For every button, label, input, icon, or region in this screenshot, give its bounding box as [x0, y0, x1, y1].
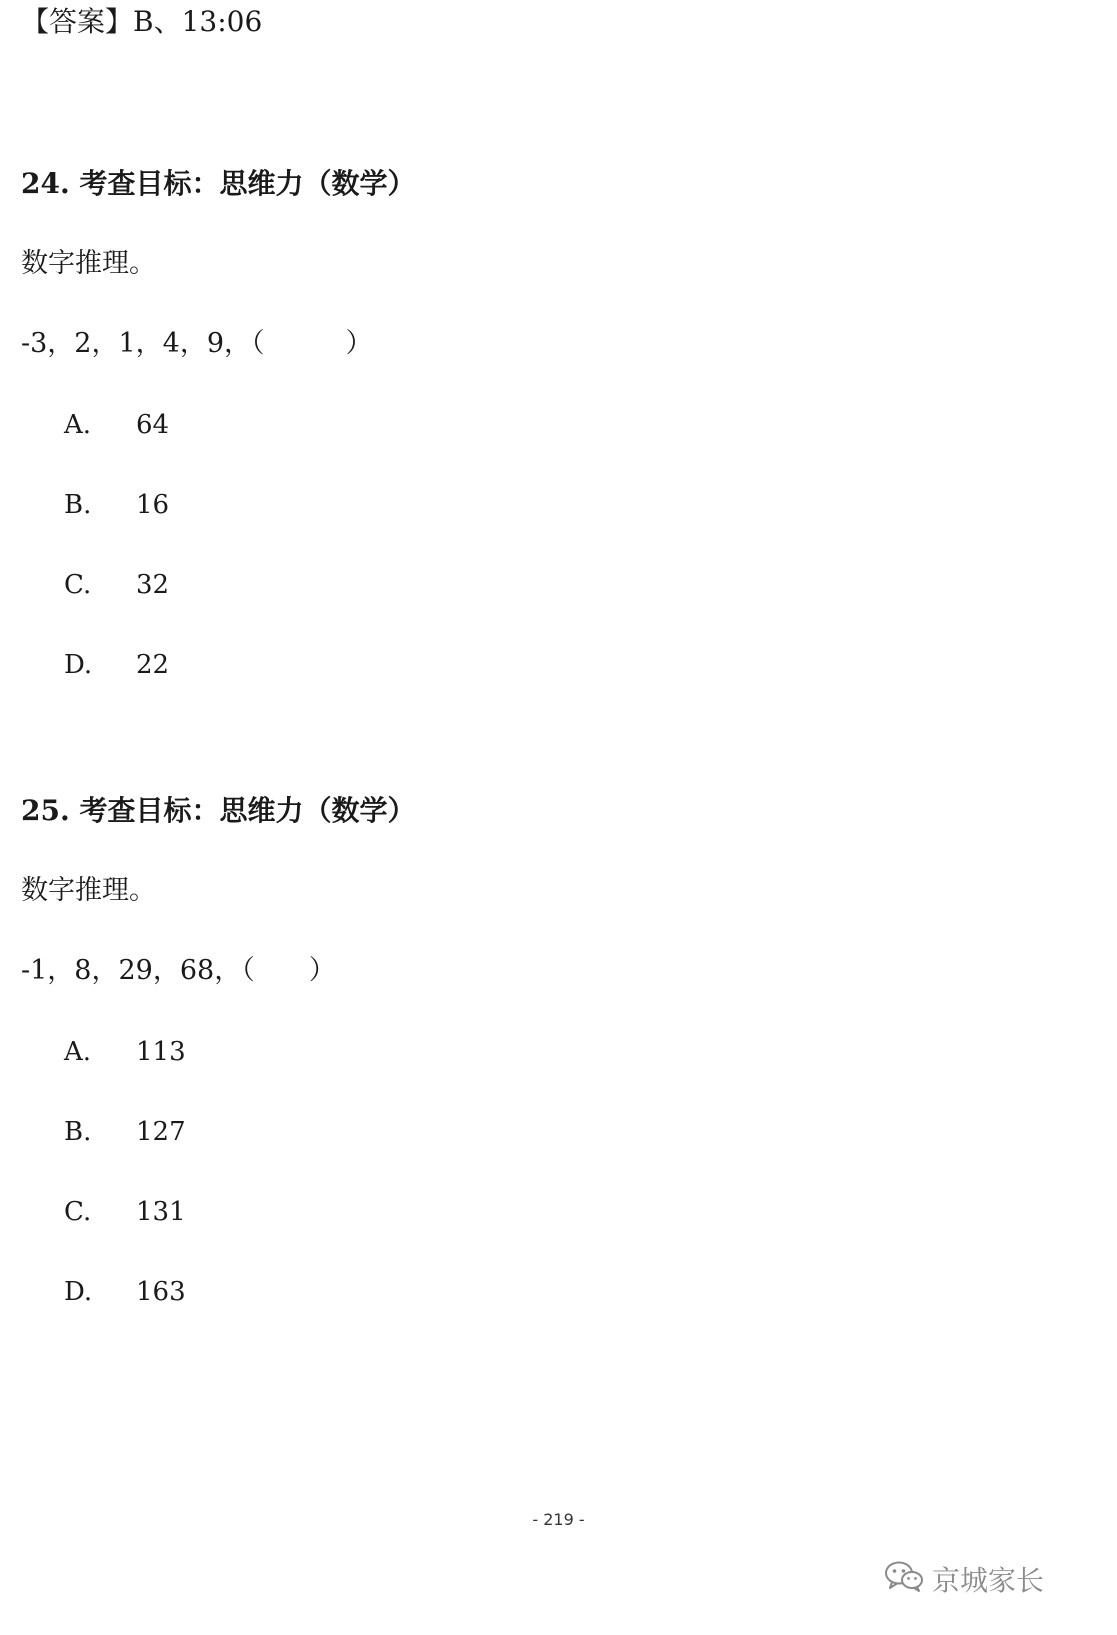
question-24-option-b	[64, 488, 169, 522]
option-value: 32	[136, 570, 170, 600]
question-24-option-c	[64, 568, 169, 602]
option-letter: A.	[64, 1037, 92, 1067]
option-letter: C.	[64, 570, 92, 600]
option-value: 113	[136, 1037, 186, 1067]
question-25-instruction: 数字推理。	[21, 875, 156, 906]
question-24-sequence: -3，2，1，4，9，（ ）	[21, 328, 373, 359]
option-value: 64	[136, 410, 170, 440]
option-letter: A.	[64, 410, 92, 440]
wechat-icon	[884, 1559, 932, 1600]
question-25-option-d	[64, 1275, 186, 1309]
question-25-option-c	[64, 1195, 186, 1229]
question-25-sequence: -1，8，29，68，（ ）	[21, 955, 336, 986]
question-24-option-d	[64, 648, 169, 682]
question-25-option-b	[64, 1115, 186, 1149]
option-value: 131	[136, 1197, 186, 1227]
option-letter: D.	[64, 1277, 93, 1307]
question-25-option-a	[64, 1035, 186, 1069]
question-25-heading: 25. 考查目标：思维力（数学）	[21, 794, 416, 827]
option-value: 163	[136, 1277, 186, 1307]
option-letter: C.	[64, 1197, 92, 1227]
question-24-option-a	[64, 408, 169, 442]
page-number: - 219 -	[532, 1510, 585, 1529]
option-value: 16	[136, 490, 170, 520]
watermark	[884, 1556, 1044, 1602]
watermark-text: 京城家长	[932, 1564, 1045, 1597]
option-letter: B.	[64, 1117, 92, 1147]
option-value: 127	[136, 1117, 186, 1147]
question-24-heading: 24. 考查目标：思维力（数学）	[21, 167, 416, 200]
option-letter: B.	[64, 490, 92, 520]
previous-answer: 【答案】B、13:06	[21, 5, 263, 38]
question-24-instruction: 数字推理。	[21, 248, 156, 279]
option-value: 22	[136, 650, 170, 680]
option-letter: D.	[64, 650, 93, 680]
